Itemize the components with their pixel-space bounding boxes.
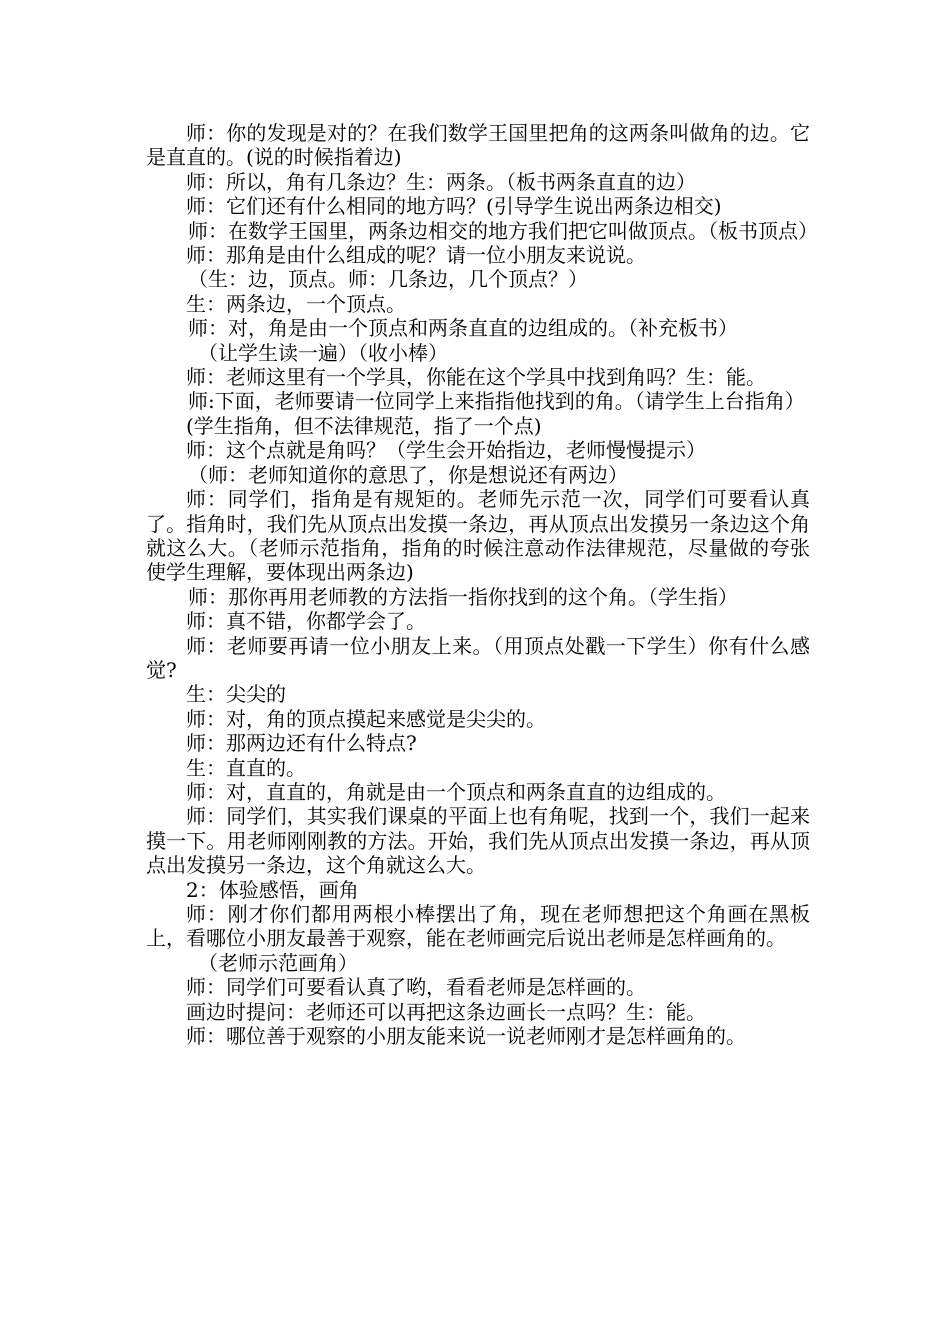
- paragraph: 师：这个点就是角吗？（学生会开始指边，老师慢慢提示）: [186, 438, 706, 463]
- paragraph: 生：两条边，一个顶点。: [186, 291, 406, 316]
- paragraph: 师：那两边还有什么特点?: [186, 731, 417, 756]
- paragraph: 师：真不错，你都学会了。: [186, 609, 426, 634]
- section-heading: 2：体验感悟，画角: [186, 877, 359, 902]
- paragraph: 师：那你再用老师教的方法指一指你找到的这个角。（学生指）: [188, 584, 738, 609]
- paragraph: 师:下面，老师要请一位同学上来指指他找到的角。（请学生上台指角）: [188, 389, 805, 414]
- paragraph: 师：你的发现是对的？在我们数学王国里把角的这两条叫做角的边。它是直直的。(说的时候指着边): [146, 121, 810, 170]
- paragraph: 师：老师这里有一个学具，你能在这个学具中找到角吗？生：能。: [186, 365, 766, 390]
- paragraph: （生：边，顶点。师：几条边，几个顶点？）: [188, 267, 588, 292]
- paragraph: 师：所以，角有几条边？生：两条。（板书两条直直的边）: [186, 169, 696, 194]
- paragraph: 生：直直的。: [186, 755, 306, 780]
- paragraph: 师：同学们，指角是有规矩的。老师先示范一次，同学们可要看认真了。指角时，我们先从顶点出发摸一条边，再从顶点出发摸另一条边这个角就这么大。（老师示范指角，指角的时候注意动作法律规范，尽量做的夸张使学生理解，要体现出两条边): [146, 487, 810, 585]
- paragraph: 师：同学们，其实我们课桌的平面上也有角呢，找到一个，我们一起来摸一下。用老师刚刚教的方法。开始，我们先从顶点出发摸一条边，再从顶点出发摸另一条边，这个角就这么大。: [146, 804, 810, 878]
- paragraph: （老师示范画角）: [198, 950, 358, 975]
- paragraph: 师：哪位善于观察的小朋友能来说一说老师刚才是怎样画角的。: [186, 1024, 746, 1049]
- paragraph: （师：老师知道你的意思了，你是想说还有两边）: [188, 462, 628, 487]
- paragraph: 师：对，直直的，角就是由一个顶点和两条直直的边组成的。: [186, 779, 726, 804]
- paragraph: (学生指角，但不法律规范，指了一个点): [186, 413, 542, 438]
- paragraph: 生：尖尖的: [186, 682, 286, 707]
- paragraph: 师：对，角是由一个顶点和两条直直的边组成的。（补充板书）: [188, 316, 738, 341]
- paragraph: （让学生读一遍）（收小棒）: [198, 340, 448, 365]
- document-body: [146, 121, 818, 1049]
- paragraph: 师：同学们可要看认真了哟，看看老师是怎样画的。: [186, 975, 646, 1000]
- paragraph: 师：在数学王国里，两条边相交的地方我们把它叫做顶点。（板书顶点）: [188, 218, 818, 243]
- paragraph: 画边时提问：老师还可以再把这条边画长一点吗？生：能。: [186, 999, 706, 1024]
- paragraph: 师：刚才你们都用两根小棒摆出了角，现在老师想把这个角画在黑板上，看哪位小朋友最善于观察，能在老师画完后说出老师是怎样画角的。: [146, 902, 810, 951]
- paragraph: 师：那角是由什么组成的呢？请一位小朋友来说说。: [186, 243, 646, 268]
- paragraph: 师：老师要再请一位小朋友上来。（用顶点处戳一下学生）你有什么感觉?: [146, 633, 810, 682]
- paragraph: 师：对，角的顶点摸起来感觉是尖尖的。: [186, 706, 546, 731]
- paragraph: 师：它们还有什么相同的地方吗？(引导学生说出两条边相交): [186, 194, 722, 219]
